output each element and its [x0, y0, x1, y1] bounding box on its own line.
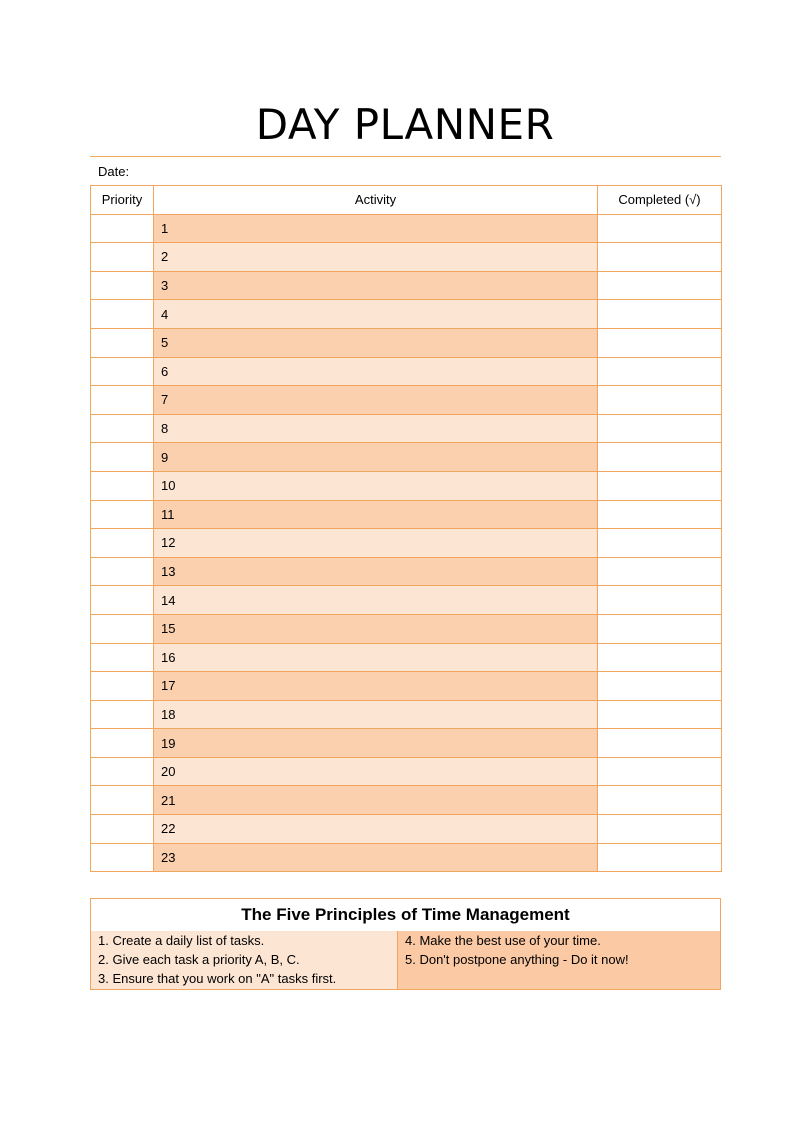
priority-cell[interactable] — [91, 843, 154, 872]
priority-cell[interactable] — [91, 586, 154, 615]
priority-cell[interactable] — [91, 729, 154, 758]
table-row — [91, 357, 722, 386]
activity-cell[interactable]: 23 — [154, 843, 598, 872]
priority-cell[interactable] — [91, 328, 154, 357]
completed-cell[interactable] — [598, 557, 722, 586]
table-row — [91, 672, 722, 701]
priority-cell[interactable] — [91, 357, 154, 386]
table-row — [91, 443, 722, 472]
completed-cell[interactable] — [598, 328, 722, 357]
principles-box — [90, 898, 721, 990]
completed-cell[interactable] — [598, 500, 722, 529]
activity-cell[interactable]: 12 — [154, 529, 598, 558]
priority-cell[interactable] — [91, 672, 154, 701]
priority-cell[interactable] — [91, 243, 154, 272]
priority-cell[interactable] — [91, 300, 154, 329]
completed-cell[interactable] — [598, 815, 722, 844]
activity-cell[interactable]: 17 — [154, 672, 598, 701]
activity-cell[interactable]: 14 — [154, 586, 598, 615]
table-row — [91, 328, 722, 357]
table-row — [91, 271, 722, 300]
completed-cell[interactable] — [598, 700, 722, 729]
activity-cell[interactable]: 8 — [154, 414, 598, 443]
priority-cell[interactable] — [91, 557, 154, 586]
completed-cell[interactable] — [598, 843, 722, 872]
priority-cell[interactable] — [91, 529, 154, 558]
principles-title: The Five Principles of Time Management — [241, 905, 570, 924]
priority-cell[interactable] — [91, 214, 154, 243]
activity-cell[interactable]: 2 — [154, 243, 598, 272]
priority-cell[interactable] — [91, 614, 154, 643]
completed-header: Completed (√) — [598, 186, 722, 215]
table-row — [91, 843, 722, 872]
activity-cell[interactable]: 20 — [154, 757, 598, 786]
table-row — [91, 614, 722, 643]
completed-cell[interactable] — [598, 614, 722, 643]
page-title: DAY PLANNER — [255, 100, 555, 149]
completed-cell[interactable] — [598, 443, 722, 472]
priority-cell[interactable] — [91, 786, 154, 815]
priority-cell[interactable] — [91, 757, 154, 786]
priority-cell[interactable] — [91, 471, 154, 500]
priority-cell[interactable] — [91, 271, 154, 300]
date-row[interactable] — [90, 156, 721, 185]
completed-cell[interactable] — [598, 586, 722, 615]
activity-cell[interactable]: 9 — [154, 443, 598, 472]
table-row — [91, 414, 722, 443]
principle-3: 3. Ensure that you work on "A" tasks first. — [98, 971, 337, 986]
activity-cell[interactable]: 5 — [154, 328, 598, 357]
activity-cell[interactable]: 22 — [154, 815, 598, 844]
priority-cell[interactable] — [91, 443, 154, 472]
completed-cell[interactable] — [598, 386, 722, 415]
priority-cell[interactable] — [91, 414, 154, 443]
table-row — [91, 557, 722, 586]
table-row — [91, 300, 722, 329]
table-row — [91, 586, 722, 615]
activity-cell[interactable]: 13 — [154, 557, 598, 586]
completed-cell[interactable] — [598, 271, 722, 300]
completed-cell[interactable] — [598, 529, 722, 558]
completed-cell[interactable] — [598, 643, 722, 672]
completed-cell[interactable] — [598, 786, 722, 815]
completed-cell[interactable] — [598, 471, 722, 500]
completed-cell[interactable] — [598, 672, 722, 701]
activity-cell[interactable]: 19 — [154, 729, 598, 758]
table-row — [91, 815, 722, 844]
table-row — [91, 786, 722, 815]
activity-cell[interactable]: 3 — [154, 271, 598, 300]
activity-cell[interactable]: 10 — [154, 471, 598, 500]
completed-cell[interactable] — [598, 414, 722, 443]
activity-cell[interactable]: 6 — [154, 357, 598, 386]
table-row — [91, 471, 722, 500]
activity-header: Activity — [154, 186, 598, 215]
activity-cell[interactable]: 1 — [154, 214, 598, 243]
priority-cell[interactable] — [91, 500, 154, 529]
principles-left-column — [91, 931, 398, 989]
priority-cell[interactable] — [91, 386, 154, 415]
table-row — [91, 729, 722, 758]
table-row — [91, 529, 722, 558]
activity-cell[interactable]: 7 — [154, 386, 598, 415]
planner-table — [90, 185, 722, 872]
priority-cell[interactable] — [91, 700, 154, 729]
activity-cell[interactable]: 4 — [154, 300, 598, 329]
table-header-row — [91, 186, 722, 215]
principle-4: 4. Make the best use of your time. — [405, 933, 601, 948]
activity-cell[interactable]: 15 — [154, 614, 598, 643]
table-row — [91, 500, 722, 529]
completed-cell[interactable] — [598, 729, 722, 758]
date-label: Date: — [98, 164, 130, 179]
activity-cell[interactable]: 16 — [154, 643, 598, 672]
table-row — [91, 757, 722, 786]
completed-cell[interactable] — [598, 214, 722, 243]
table-row — [91, 386, 722, 415]
activity-cell[interactable]: 11 — [154, 500, 598, 529]
table-row — [91, 643, 722, 672]
principle-5: 5. Don't postpone anything - Do it now! — [405, 952, 629, 967]
principle-1: 1. Create a daily list of tasks. — [98, 933, 265, 948]
table-row — [91, 700, 722, 729]
completed-cell[interactable] — [598, 757, 722, 786]
priority-header: Priority — [91, 186, 154, 215]
activity-cell[interactable]: 18 — [154, 700, 598, 729]
activity-cell[interactable]: 21 — [154, 786, 598, 815]
completed-cell[interactable] — [598, 300, 722, 329]
principle-2: 2. Give each task a priority A, B, C. — [98, 952, 300, 967]
completed-cell[interactable] — [598, 357, 722, 386]
completed-cell[interactable] — [598, 243, 722, 272]
priority-cell[interactable] — [91, 643, 154, 672]
priority-cell[interactable] — [91, 815, 154, 844]
principles-right-column — [398, 931, 720, 989]
table-row — [91, 214, 722, 243]
table-row — [91, 243, 722, 272]
